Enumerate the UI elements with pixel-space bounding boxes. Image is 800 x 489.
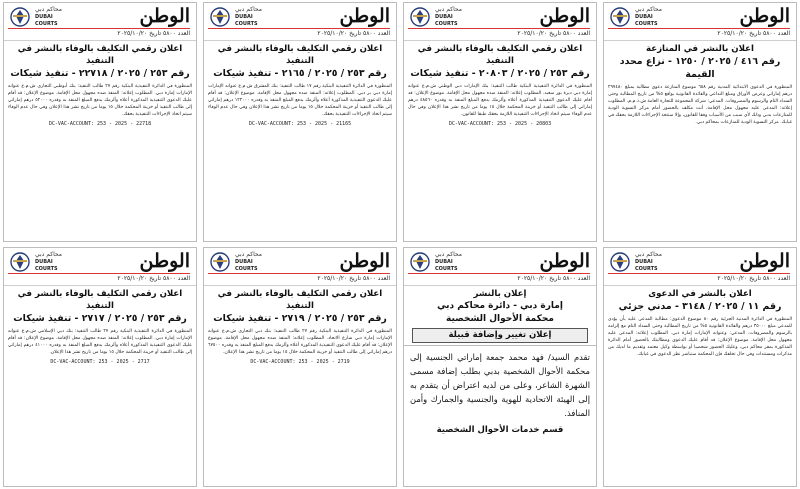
notice-text: تقدم السيد/ فهد محمد جمعة إماراتي الجنسية إلى محكمة الأحوال الشخصية بدبي بطلب إضافة مسمى الشهرة الشاعر، وعلى من لديه اعتراض أن يتقدم به إلى الهيئة الاتحادية للهوية والجنسية والجمارك وأمن المنافذ.	[404, 345, 596, 424]
notice-body: المنظورة في الدائرة التنفيذية البنكية طالب التنفيذ: بنك الإمارات دبي الوطني ش.م.ع عنوانه إمارة دبي ديرة بور سعيد. المطلوب إعلانه: المنفذ ضده مجهول محل الإقامة. موضوع الإعلان: قد أقام عليك الدعوى التنفيذية المذكورة أعلاه وألزمك بدفع المبلغ المنفذ به وقدره ٤٨٥٦٠ درهم إماراتي إلى طالب التنفيذ أو خزينة المحكمة خلال ١٥ يوما من تاريخ نشر هذا الإعلان وفي حال عدم الوفاء سيتم اتخاذ الإجراءات التنفيذية اللازمة بحقك طبقا للقانون.	[408, 84, 592, 117]
notice-banner: إعلان تغيير وإضافة قبيلة	[412, 328, 588, 343]
case-number: رقم ١١ / ٢٠٢٥ / ٣١٤٨ - مدني جزئي	[618, 301, 782, 312]
issue-line: العدد ٥٨٠٠ تاريخ ٢٠٢٥/١٠/٢٠	[408, 28, 590, 39]
dubai-courts-emblem-icon	[207, 6, 233, 28]
courts-ar: محاكم دبي	[235, 251, 263, 258]
dubai-courts-emblem-icon	[7, 251, 33, 273]
notice-card	[403, 2, 597, 242]
dubai-courts-logo	[235, 6, 275, 28]
notice-title: اعلان رقمي التكليف بالوفاء بالنشر في التنفيذ	[17, 289, 183, 311]
issue-line: العدد ٥٨٠٠ تاريخ ٢٠٢٥/١٠/٢٠	[8, 273, 190, 284]
account-reference: DC-VAC-ACCOUNT: 253 - 2025 - 2719	[250, 359, 350, 365]
issue-line: العدد ٥٨٠٠ تاريخ ٢٠٢٥/١٠/٢٠	[608, 273, 790, 284]
courts-en: DUBAI COURTS	[235, 14, 258, 27]
dubai-courts-emblem-icon	[607, 251, 633, 273]
newspaper-title: الوطن	[739, 5, 790, 27]
newspaper-title: الوطن	[539, 250, 590, 272]
account-reference: DC-VAC-ACCOUNT: 253 - 2025 - 22718	[48, 121, 152, 127]
department-name: قسم خدمات الأحوال الشخصية	[436, 425, 564, 435]
courts-en: DUBAI COURTS	[35, 259, 58, 272]
account-reference: DC-VAC-ACCOUNT: 253 - 2025 - 21165	[248, 121, 352, 127]
notice-header	[404, 248, 596, 286]
courts-ar: محاكم دبي	[435, 6, 463, 13]
notice-title: اعلان رقمي التكليف بالوفاء بالنشر في التنفيذ	[217, 44, 383, 66]
dubai-courts-logo	[235, 251, 275, 273]
dubai-courts-logo	[35, 6, 75, 28]
courts-ar: محاكم دبي	[635, 6, 663, 13]
courts-ar: محاكم دبي	[435, 251, 463, 258]
courts-en: DUBAI COURTS	[235, 259, 258, 272]
notice-card	[3, 2, 197, 242]
notice-title: اعلان رقمي التكليف بالوفاء بالنشر في التنفيذ	[17, 44, 183, 66]
newspaper-title: الوطن	[139, 250, 190, 272]
notice-body: المنظورة في الدائرة التنفيذية البنكية رقم ٢٧ طالب التنفيذ: بنك دبي التجاري ش.م.ع عنوانه الإمارات إمارة دبي شارع الاتحاد. المطلوب إعلانه: المنفذ ضده مجهول محل الإقامة. موضوع الإعلان: قد أقام عليك الدعوى التنفيذية المذكورة أعلاه وألزمك بدفع المبلغ المنفذ به وقدره ٦٧٥٠٠ درهم إماراتي إلى طالب التنفيذ أو خزينة المحكمة خلال ١٥ يوما من تاريخ نشر هذا الإعلان.	[208, 329, 392, 355]
dubai-courts-logo	[35, 251, 75, 273]
courts-ar: محاكم دبي	[35, 6, 63, 13]
notice-card	[203, 247, 397, 487]
dubai-courts-logo	[635, 6, 675, 28]
case-number: رقم ٢٥٣ / ٢٠٢٥ / ٢٠٨٠٣ - تنفيذ شيكات	[410, 68, 590, 79]
courts-ar: محاكم دبي	[35, 251, 63, 258]
notice-card	[603, 247, 797, 487]
notice-card	[403, 247, 597, 487]
dubai-courts-emblem-icon	[407, 6, 433, 28]
dubai-courts-emblem-icon	[7, 6, 33, 28]
notice-title: اعلان بالنشر في الدعوى	[648, 289, 752, 299]
case-number: رقم ٢٥٣ / ٢٠٢٥ / ٢١٦٥ - تنفيذ شيكات	[213, 68, 387, 79]
notice-header	[204, 248, 396, 286]
courts-en: DUBAI COURTS	[435, 14, 458, 27]
notice-header	[204, 3, 396, 41]
notice-card	[3, 247, 197, 487]
dubai-courts-logo	[435, 251, 475, 273]
dubai-courts-emblem-icon	[607, 6, 633, 28]
notice-body: المنظورة في الدائرة التنفيذية البنكية رقم ٢٧ طالب التنفيذ: بنك أبوظبي التجاري ش.م.ع عنوانه الإمارات إمارة دبي. المطلوب إعلانه: المنفذ ضده مجهول محل الإقامة. موضوع الإعلان: قد أقام عليك الدعوى التنفيذية المذكورة أعلاه وألزمك بدفع المبلغ المنفذ به وقدره ٥٢٠٠٠ درهم إماراتي إلى طالب التنفيذ أو خزينة المحكمة خلال ١٥ يوما من تاريخ نشر هذا الإعلان وفي حال عدم الوفاء سيتم اتخاذ الإجراءات التنفيذية بحقك.	[8, 84, 192, 117]
notice-body: المنظورة في الدائرة التنفيذية البنكية رقم ١٧ طالب التنفيذ: بنك المشرق ش.م.ع عنوانه الإمارات إمارة دبي بر دبي. المطلوب إعلانه: المنفذ ضده مجهول محل الإقامة. موضوع الإعلان: قد أقام عليك الدعوى التنفيذية المذكورة أعلاه وألزمك بدفع المبلغ المنفذ به وقدره ١٢٢٠٠٠ درهم إماراتي إلى طالب التنفيذ أو خزينة المحكمة خلال ١٥ يوما من تاريخ نشر هذا الإعلان وفي حال عدم الوفاء سيتم اتخاذ الإجراءات التنفيذية بحقك.	[208, 84, 392, 117]
notice-card	[603, 2, 797, 242]
notice-title: اعلان رقمي التكليف بالوفاء بالنشر في التنفيذ	[417, 44, 583, 66]
notice-title: اعلان بالنشر في المنازعة	[646, 44, 754, 54]
case-number: رقم ٢٥٣ / ٢٠٢٥ / ٢٢٧١٨ - تنفيذ شيكات	[10, 68, 190, 79]
notice-header	[604, 3, 796, 41]
notice-body: المنظورة في الدائرة التنفيذية البنكية رقم ٢٧ طالب التنفيذ: بنك دبي الإسلامي ش.م.ع عنوانه الإمارات إمارة دبي. المطلوب إعلانه: المنفذ ضده مجهول محل الإقامة. موضوع الإعلان: قد أقام عليك الدعوى التنفيذية المذكورة أعلاه وألزمك بدفع المبلغ المنفذ به وقدره ٤١٠٠٠ درهم إماراتي إلى طالب التنفيذ أو خزينة المحكمة خلال ١٥ يوما من تاريخ نشر هذا الإعلان.	[8, 329, 192, 355]
courts-ar: محاكم دبي	[635, 251, 663, 258]
dubai-courts-logo	[435, 6, 475, 28]
dubai-courts-emblem-icon	[407, 251, 433, 273]
courts-en: DUBAI COURTS	[35, 14, 58, 27]
notice-header	[4, 3, 196, 41]
case-number: رقم ٢٥٣ / ٢٠٢٥ / ٢٧١٩ - تنفيذ شيكات	[213, 313, 387, 324]
notice-header	[604, 248, 796, 286]
dubai-courts-emblem-icon	[207, 251, 233, 273]
notice-title: اعلان رقمي التكليف بالوفاء بالنشر في التنفيذ	[217, 289, 383, 311]
courts-en: DUBAI COURTS	[635, 259, 658, 272]
issue-line: العدد ٥٨٠٠ تاريخ ٢٠٢٥/١٠/٢٠	[408, 273, 590, 284]
newspaper-title: الوطن	[739, 250, 790, 272]
courts-en: DUBAI COURTS	[435, 259, 458, 272]
case-number: رقم ٢٥٣ / ٢٠٢٥ / ٢٧١٧ - تنفيذ شيكات	[13, 313, 187, 324]
account-reference: DC-VAC-ACCOUNT: 253 - 2025 - 2717	[50, 359, 150, 365]
issue-line: العدد ٥٨٠٠ تاريخ ٢٠٢٥/١٠/٢٠	[208, 28, 390, 39]
newspaper-title: الوطن	[339, 5, 390, 27]
dubai-courts-logo	[635, 251, 675, 273]
case-number: رقم ٤١٦ / ٢٠٢٥ / ١٢٥٠ - نزاع محدد القيمة	[619, 56, 781, 80]
notice-header	[404, 3, 596, 41]
newspaper-title: الوطن	[139, 5, 190, 27]
newspaper-title: الوطن	[539, 5, 590, 27]
issuer-line: إمارة دبي - دائرة محاكم دبي	[437, 301, 563, 311]
issue-line: العدد ٥٨٠٠ تاريخ ٢٠٢٥/١٠/٢٠	[8, 28, 190, 39]
courts-en: DUBAI COURTS	[635, 14, 658, 27]
issue-line: العدد ٥٨٠٠ تاريخ ٢٠٢٥/١٠/٢٠	[608, 28, 790, 39]
notice-title: إعلان بالنشر	[473, 289, 527, 299]
account-reference: DC-VAC-ACCOUNT: 253 - 2025 - 20803	[448, 121, 552, 127]
newspaper-title: الوطن	[339, 250, 390, 272]
notice-body: المنظورة في الدعوى الابتدائية المدنية رقم ٦٥٨ موضوع المنازعة دعوى مطالبة بمبلغ ٢٩٧٤٨٠ درهم إماراتي وعرض الأوراق ومبلغ التداعي والفائدة القانونية بواقع ٥% من تاريخ المطالبة وحتى السداد التام والرسوم والمصروفات. المدعي: شركة المجموعة للتجارة العامة ش.ذ.م.م. المطلوب إعلانه: المدعى عليه مجهول محل الإقامة، أنت مكلف بالحضور أمام مركز التسوية الودية للمنازعات بدبي وذلك لأي سبب من الأسباب وفقا للقانون، وإلا ستتخذ الإجراءات اللازمة بحقك في غيابك. مركز التسوية الودية للمنازعات بمحاكم دبي.	[607, 85, 792, 125]
notice-card	[203, 2, 397, 242]
courts-ar: محاكم دبي	[235, 6, 263, 13]
court-name: محكمة الأحوال الشخصية	[446, 314, 554, 324]
issue-line: العدد ٥٨٠٠ تاريخ ٢٠٢٥/١٠/٢٠	[208, 273, 390, 284]
notice-body: المنظورة في الدائرة المدنية الجزئية رقم ٨٠ موضوع الدعوى: مطالبة المدعى عليه بأن يؤدي للمدعي مبلغ ٣٥٠٠٠ درهم والفائدة القانونية ٥% من تاريخ المطالبة وحتى السداد التام مع إلزامه بالرسوم والمصروفات. المدعي: وعنوانه الإمارات إمارة دبي. المطلوب إعلانه: المدعى عليه مجهول محل الإقامة. موضوع الإعلان: قد أقام عليك الدعوى ومطالبتك بالحضور أمام الدائرة المذكورة بمقر محاكم دبي، وعليك الحضور شخصيا أو بواسطة وكيل معتمد وتقديم ما لديك من مذكرات ومستندات وفي حال تخلفك فإن المحكمة ستباشر نظر الدعوى في غيابك.	[608, 317, 793, 357]
notice-header	[4, 248, 196, 286]
